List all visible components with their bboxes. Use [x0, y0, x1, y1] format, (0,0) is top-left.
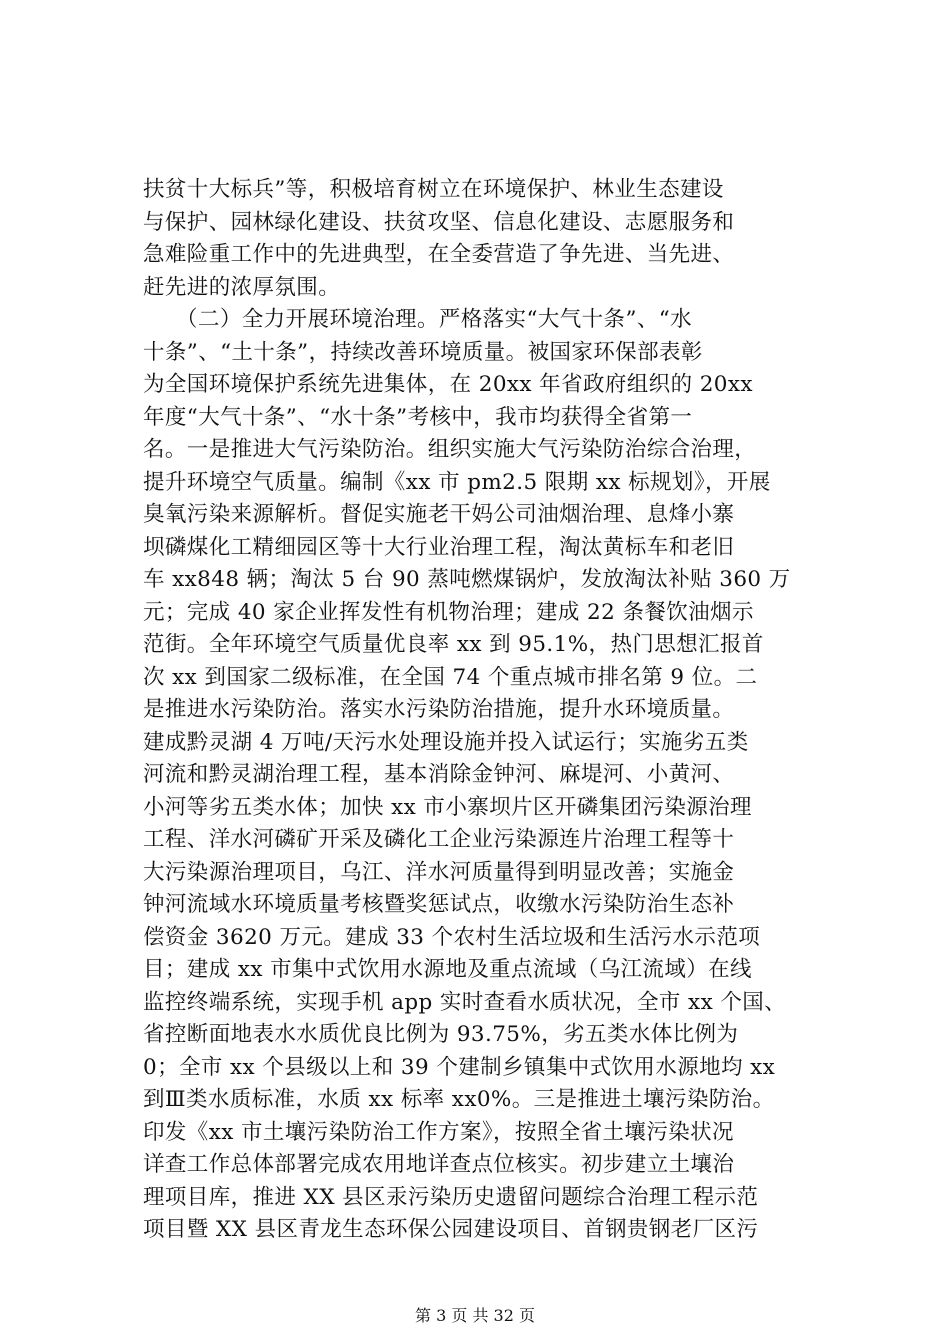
text-line: 建成黔灵湖 4 万吨/天污水处理设施并投入试运行；实施劣五类: [143, 729, 749, 755]
text-line: 偿资金 3620 万元。建成 33 个农村生活垃圾和生活污水示范项: [143, 924, 761, 950]
text-line: 次 xx 到国家二级标准，在全国 74 个重点城市排名第 9 位。二: [143, 664, 758, 690]
text-line: 赶先进的浓厚氛围。: [143, 274, 341, 300]
text-line: 印发《xx 市土壤污染防治工作方案》，按照全省土壤污染状况: [143, 1119, 734, 1145]
text-line: 提升环境空气质量。编制《xx 市 pm2.5 限期 xx 标规划》，开展: [143, 469, 771, 495]
text-line: 钟河流域水环境质量考核暨奖惩试点，收缴水污染防治生态补: [143, 892, 735, 917]
page-footer: [0, 1306, 950, 1326]
text-line: （二）全力开展环境治理。严格落实“大气十条”、“水: [143, 307, 693, 332]
text-line: 省控断面地表水水质优良比例为 93.75%，劣五类水体比例为: [143, 1022, 739, 1047]
text-line: 坝磷煤化工精细园区等十大行业治理工程，淘汰黄标车和老旧: [143, 534, 735, 560]
text-line: 项目暨 XX 县区青龙生态环保公园建设项目、首钢贵钢老厂区污: [143, 1217, 759, 1242]
text-line: 到Ⅲ类水质标准，水质 xx 标率 xx0%。三是推进土壤污染防治。: [143, 1087, 775, 1112]
text-line: 理项目库，推进 XX 县区汞污染历史遗留问题综合治理工程示范: [143, 1184, 759, 1210]
body-text: [143, 174, 833, 1247]
page-number-label: 第 3 页 共 32 页: [415, 1306, 535, 1325]
text-line: 扶贫十大标兵”等，积极培育树立在环境保护、林业生态建设: [143, 177, 724, 202]
text-line: 是推进水污染防治。落实水污染防治措施，提升水环境质量。: [143, 697, 735, 722]
text-line: 为全国环境保护系统先进集体，在 20xx 年省政府组织的 20xx: [143, 372, 753, 397]
text-line: 小河等劣五类水体；加快 xx 市小寨坝片区开磷集团污染源治理: [143, 794, 752, 820]
text-line: 详查工作总体部署完成农用地详查点位核实。初步建立土壤治: [143, 1152, 735, 1177]
text-line: 与保护、园林绿化建设、扶贫攻坚、信息化建设、志愿服务和: [143, 209, 735, 235]
text-line: 名。一是推进大气污染防治。组织实施大气污染防治综合治理，: [143, 437, 757, 462]
text-line: 河流和黔灵湖治理工程，基本消除金钟河、麻堤河、小黄河、: [143, 762, 735, 787]
text-line: 年度“大气十条”、“水十条”考核中，我市均获得全省第一: [143, 404, 693, 430]
text-line: 十条”、“土十条”，持续改善环境质量。被国家环保部表彰: [143, 339, 703, 365]
text-line: 目；建成 xx 市集中式饮用水源地及重点流域（乌江流域）在线: [143, 957, 752, 982]
text-line: 监控终端系统，实现手机 app 实时查看水质状况，全市 xx 个国、: [143, 989, 787, 1015]
text-line: 大污染源治理项目，乌江、洋水河质量得到明显改善；实施金: [143, 859, 735, 885]
text-line: 工程、洋水河磷矿开采及磷化工企业污染源连片治理工程等十: [143, 827, 735, 852]
text-line: 臭氧污染来源解析。督促实施老干妈公司油烟治理、息烽小寨: [143, 502, 735, 527]
text-line: 0；全市 xx 个县级以上和 39 个建制乡镇集中式饮用水源地均 xx: [143, 1054, 776, 1080]
text-line: 元；完成 40 家企业挥发性有机物治理；建成 22 条餐饮油烟示: [143, 599, 754, 625]
text-line: 急难险重工作中的先进典型，在全委营造了争先进、当先进、: [143, 242, 735, 267]
text-line: 范街。全年环境空气质量优良率 xx 到 95.1%，热门思想汇报首: [143, 632, 764, 657]
text-line: 车 xx848 辆；淘汰 5 台 90 蒸吨燃煤锅炉，发放淘汰补贴 360 万: [143, 567, 791, 592]
